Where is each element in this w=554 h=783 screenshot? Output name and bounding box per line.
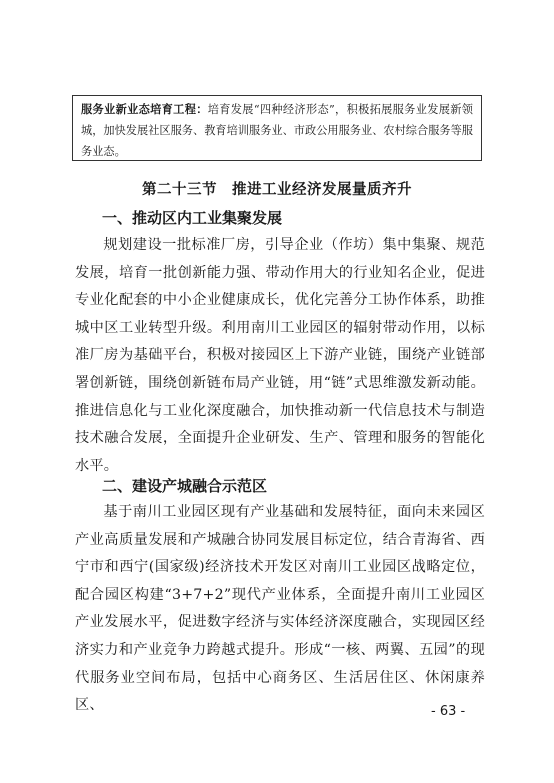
subsection-heading-2: 二、建设产城融合示范区 <box>102 477 268 495</box>
callout-text: 培育发展“四种经济形态”，积极拓展服务业发展新领城，加快发展社区服务、教育培训服务业、市政公用服务业、农村综合服务等服务业态。 <box>81 103 473 158</box>
page-number: - 63 - <box>431 704 466 719</box>
subsection-paragraph-2: 基于南川工业园区现有产业基础和发展特征，面向未来园区产业高质量发展和产城融合协同发展目标定位，结合青海省、西宁市和西宁(国家级)经济技术开发区对南川工业园区战略定位，配合园区构建“3+7+2”现代产业体系，全面提升南川工业园区产业发展水平，促进数字经济与实体经济深度融合，实现园区经济实力和产业竞争力跨越式提升。形成“一核、两翼、五园”的现代服务业空间布局，包括中心商务区、生活居住区、休闲康养区、 <box>75 504 485 714</box>
section-title: 第二十三节 推进工业经济发展量质齐升 <box>142 182 412 198</box>
subsection-paragraph-1: 规划建设一批标准厂房，引导企业（作坊）集中集聚、规范发展，培育一批创新能力强、带动作用大的行业知名企业，促进专业化配套的中小企业健康成长，优化完善分工协作体系，助推城中区工业转型升级。利用南川工业园区的辐射带动作用，以标准厂房为基础平台，积极对接园区上下游产业链，围绕产业链部署创新链，围绕创新链布局产业链，用“链”式思维激发新动能。推进信息化与工业化深度融合，加快推动新一代信息技术与制造技术融合发展，全面提升企业研发、生产、管理和服务的智能化水平。 <box>75 237 485 474</box>
callout-title: 服务业新业态培育工程： <box>81 103 208 116</box>
subsection-heading-1: 一、推动区内工业集聚发展 <box>102 209 283 227</box>
callout-box <box>72 95 482 161</box>
